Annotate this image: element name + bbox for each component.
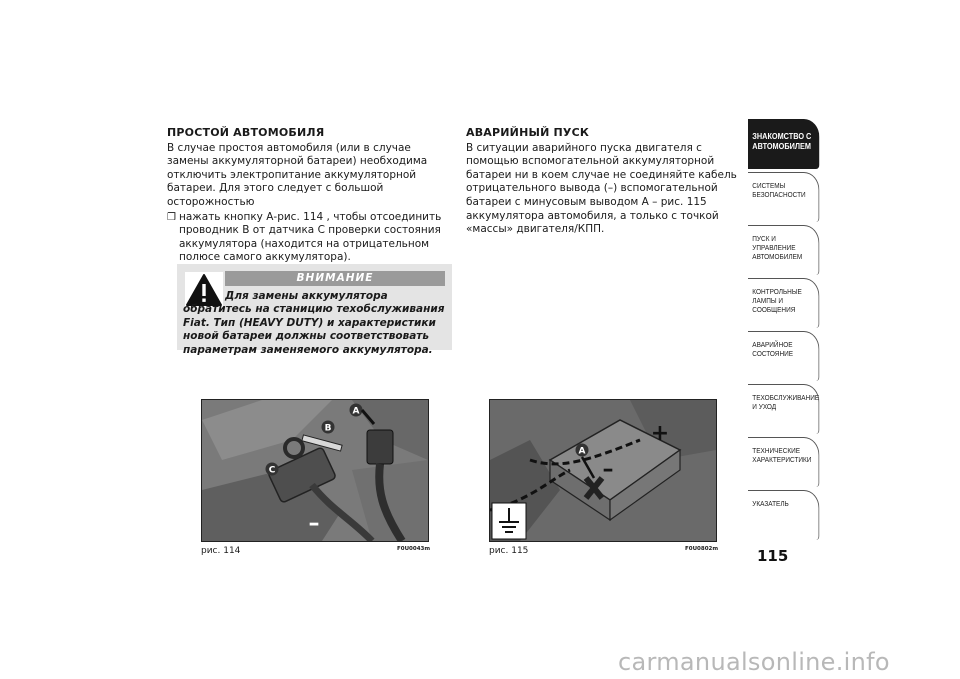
tab-technical-specs[interactable]: ТЕХНИЧЕСКИЕ ХАРАКТЕРИСТИКИ (748, 437, 819, 487)
checkbox-bullet-icon: ❒ (167, 211, 176, 223)
figure-114-label-c: C (268, 465, 276, 476)
figure-114-label-a: A (352, 406, 360, 417)
page-number: 115 (757, 547, 789, 565)
storage-bullet-text: нажать кнопку А-рис. 114 , чтобы отсоединить проводник В от датчика С проверки состояния аккумулятора (находится на отрицательном полюсе самого аккумулятора). (179, 210, 442, 264)
battery-disconnect-illustration (202, 400, 428, 541)
tab-emergency[interactable]: АВАРИЙНОЕ СОСТОЯНИЕ (748, 331, 819, 381)
figure-115-label-a: A (578, 446, 586, 457)
warning-box (177, 264, 452, 356)
warning-text: Для замены аккумулятора обратитесь на станицию техобслуживания Fiat. Тип (HEAVY DUTY) и характеристики новой батареи должны соответствовать параметрам заменяемого аккумулятора. (183, 290, 445, 356)
tab-safety[interactable]: СИСТЕМЫ БЕЗОПАСНОСТИ (748, 172, 819, 222)
tab-index[interactable]: УКАЗАТЕЛЬ (748, 490, 819, 540)
figure-114-minus-sign: – (308, 511, 320, 536)
left-column (167, 126, 452, 265)
figure-114-code: F0U0043m (397, 546, 431, 552)
figure-114-image (201, 399, 429, 542)
tab-maintenance[interactable]: ТЕХОБСЛУЖИВАНИЕ И УХОД (748, 384, 819, 434)
chapter-tabs (748, 119, 820, 543)
figure-115-minus-sign: – (602, 457, 614, 482)
storage-paragraph: В случае простоя автомобиля (или в случае замены аккумуляторной батареи) необходима отключить электропитание аккумуляторной батареи. Для этого следует с большой осторожностью (167, 141, 428, 208)
tab-starting-driving[interactable]: ПУСК И УПРАВЛЕНИЕ АВТОМОБИЛЕМ (748, 225, 819, 275)
warning-title: ВНИМАНИЕ (225, 271, 445, 286)
tab-getting-to-know[interactable]: ЗНАКОМСТВО С АВТОМОБИЛЕМ (748, 119, 819, 169)
watermark: carmanualsonline.info (618, 648, 890, 676)
figure-114-caption: рис. 114 (201, 546, 241, 556)
figure-115-code: F0U0802m (685, 546, 719, 552)
section-heading-jump-start: АВАРИЙНЫЙ ПУСК (466, 126, 590, 139)
figure-114-label-b: B (324, 423, 332, 434)
right-column (466, 126, 741, 237)
tab-warning-lights[interactable]: КОНТРОЛЬНЫЕ ЛАМПЫ И СООБЩЕНИЯ (748, 278, 819, 328)
storage-bullet (167, 211, 452, 265)
figure-115-caption: рис. 115 (489, 546, 529, 556)
figure-115-plus-sign: + (650, 421, 670, 446)
jump-start-illustration (490, 400, 716, 541)
section-heading-storage: ПРОСТОЙ АВТОМОБИЛЯ (167, 126, 325, 139)
jump-start-paragraph: В ситуации аварийного пуска двигателя с помощью вспомогательной аккумуляторной батареи ни в коем случае не соединяйте кабель отрицательного вывода (–) вспомогательной батареи с минусовым выводом А – рис. 115 аккумулятора автомобиля, а только с точкой «массы» двигателя/КПП. (466, 141, 737, 236)
figure-115-image (489, 399, 717, 542)
